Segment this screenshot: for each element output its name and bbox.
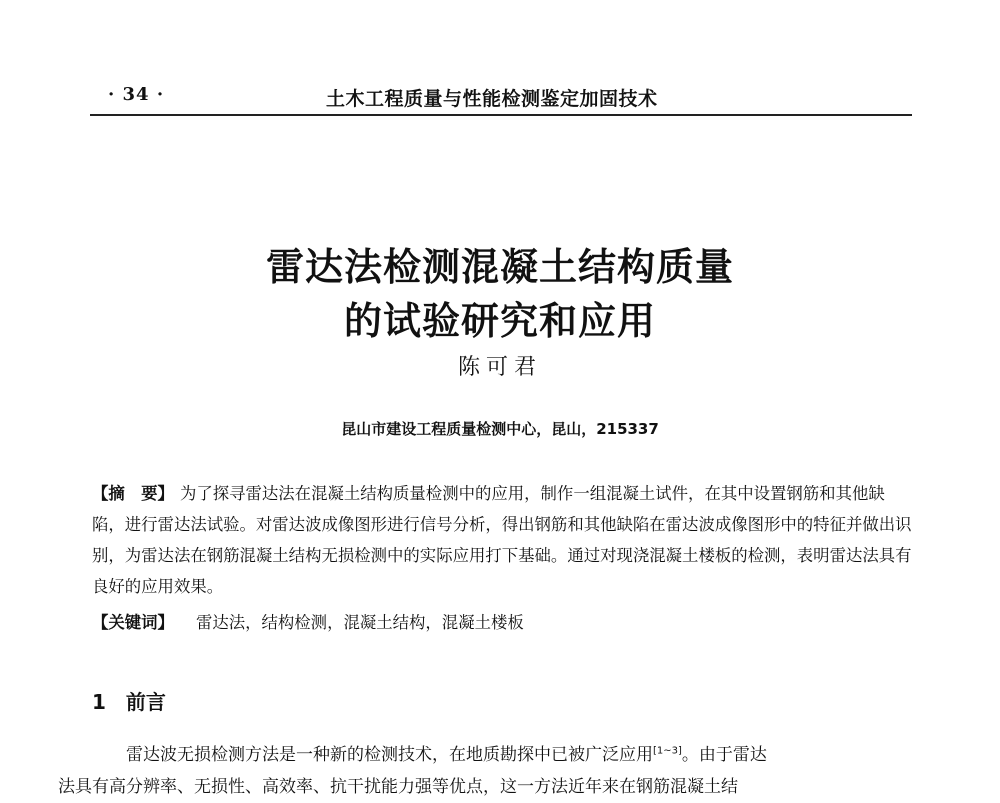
author-name: 陈可君 — [457, 355, 542, 380]
citation: [1~3] — [653, 745, 682, 756]
body-line-2: 法具有高分辨率、无损性、高效率、抗干扰能力强等优点，这一方法近年来在钢筋混凝土结 — [58, 776, 738, 797]
page-number: · 34 · — [108, 84, 165, 105]
section-title: 前言 — [125, 690, 166, 714]
section-heading — [92, 686, 166, 715]
running-header — [90, 84, 912, 116]
body-line-1-end: 。由于雷达 — [681, 744, 767, 765]
keywords-text: 雷达法，结构检测，混凝土结构，混凝土楼板 — [195, 613, 524, 632]
keywords — [92, 607, 912, 638]
author-affiliation: 昆山市建设工程质量检测中心，昆山，215337 — [341, 420, 659, 438]
abstract-label: 【摘 要】 — [92, 484, 174, 503]
article-title-line-2: 的试验研究和应用 — [343, 298, 656, 343]
abstract — [92, 478, 912, 602]
body-paragraph — [58, 735, 912, 803]
abstract-text: 为了探寻雷达法在混凝土结构质量检测中的应用，制作一组混凝土试件，在其中设置钢筋和其他缺陷，进行雷达法试验。对雷达波成像图形进行信号分析，得出钢筋和其他缺陷在雷达波成像图形中的特征并做出识别，为雷达法在钢筋混凝土结构无损检测中的实际应用打下基础。通过对现浇混凝土楼板的检测，表明雷达法具有良好的应用效果。 — [92, 484, 912, 596]
body-line-1 — [126, 745, 767, 765]
section-number: 1 — [92, 690, 106, 714]
keywords-label: 【关键词】 — [92, 613, 174, 632]
body-line-1-start: 雷达波无损检测方法是一种新的检测技术，在地质勘探中已被广泛应用 — [126, 744, 653, 765]
running-title: 土木工程质量与性能检测鉴定加固技术 — [326, 88, 658, 110]
article-title-line-1: 雷达法检测混凝土结构质量 — [265, 244, 734, 289]
